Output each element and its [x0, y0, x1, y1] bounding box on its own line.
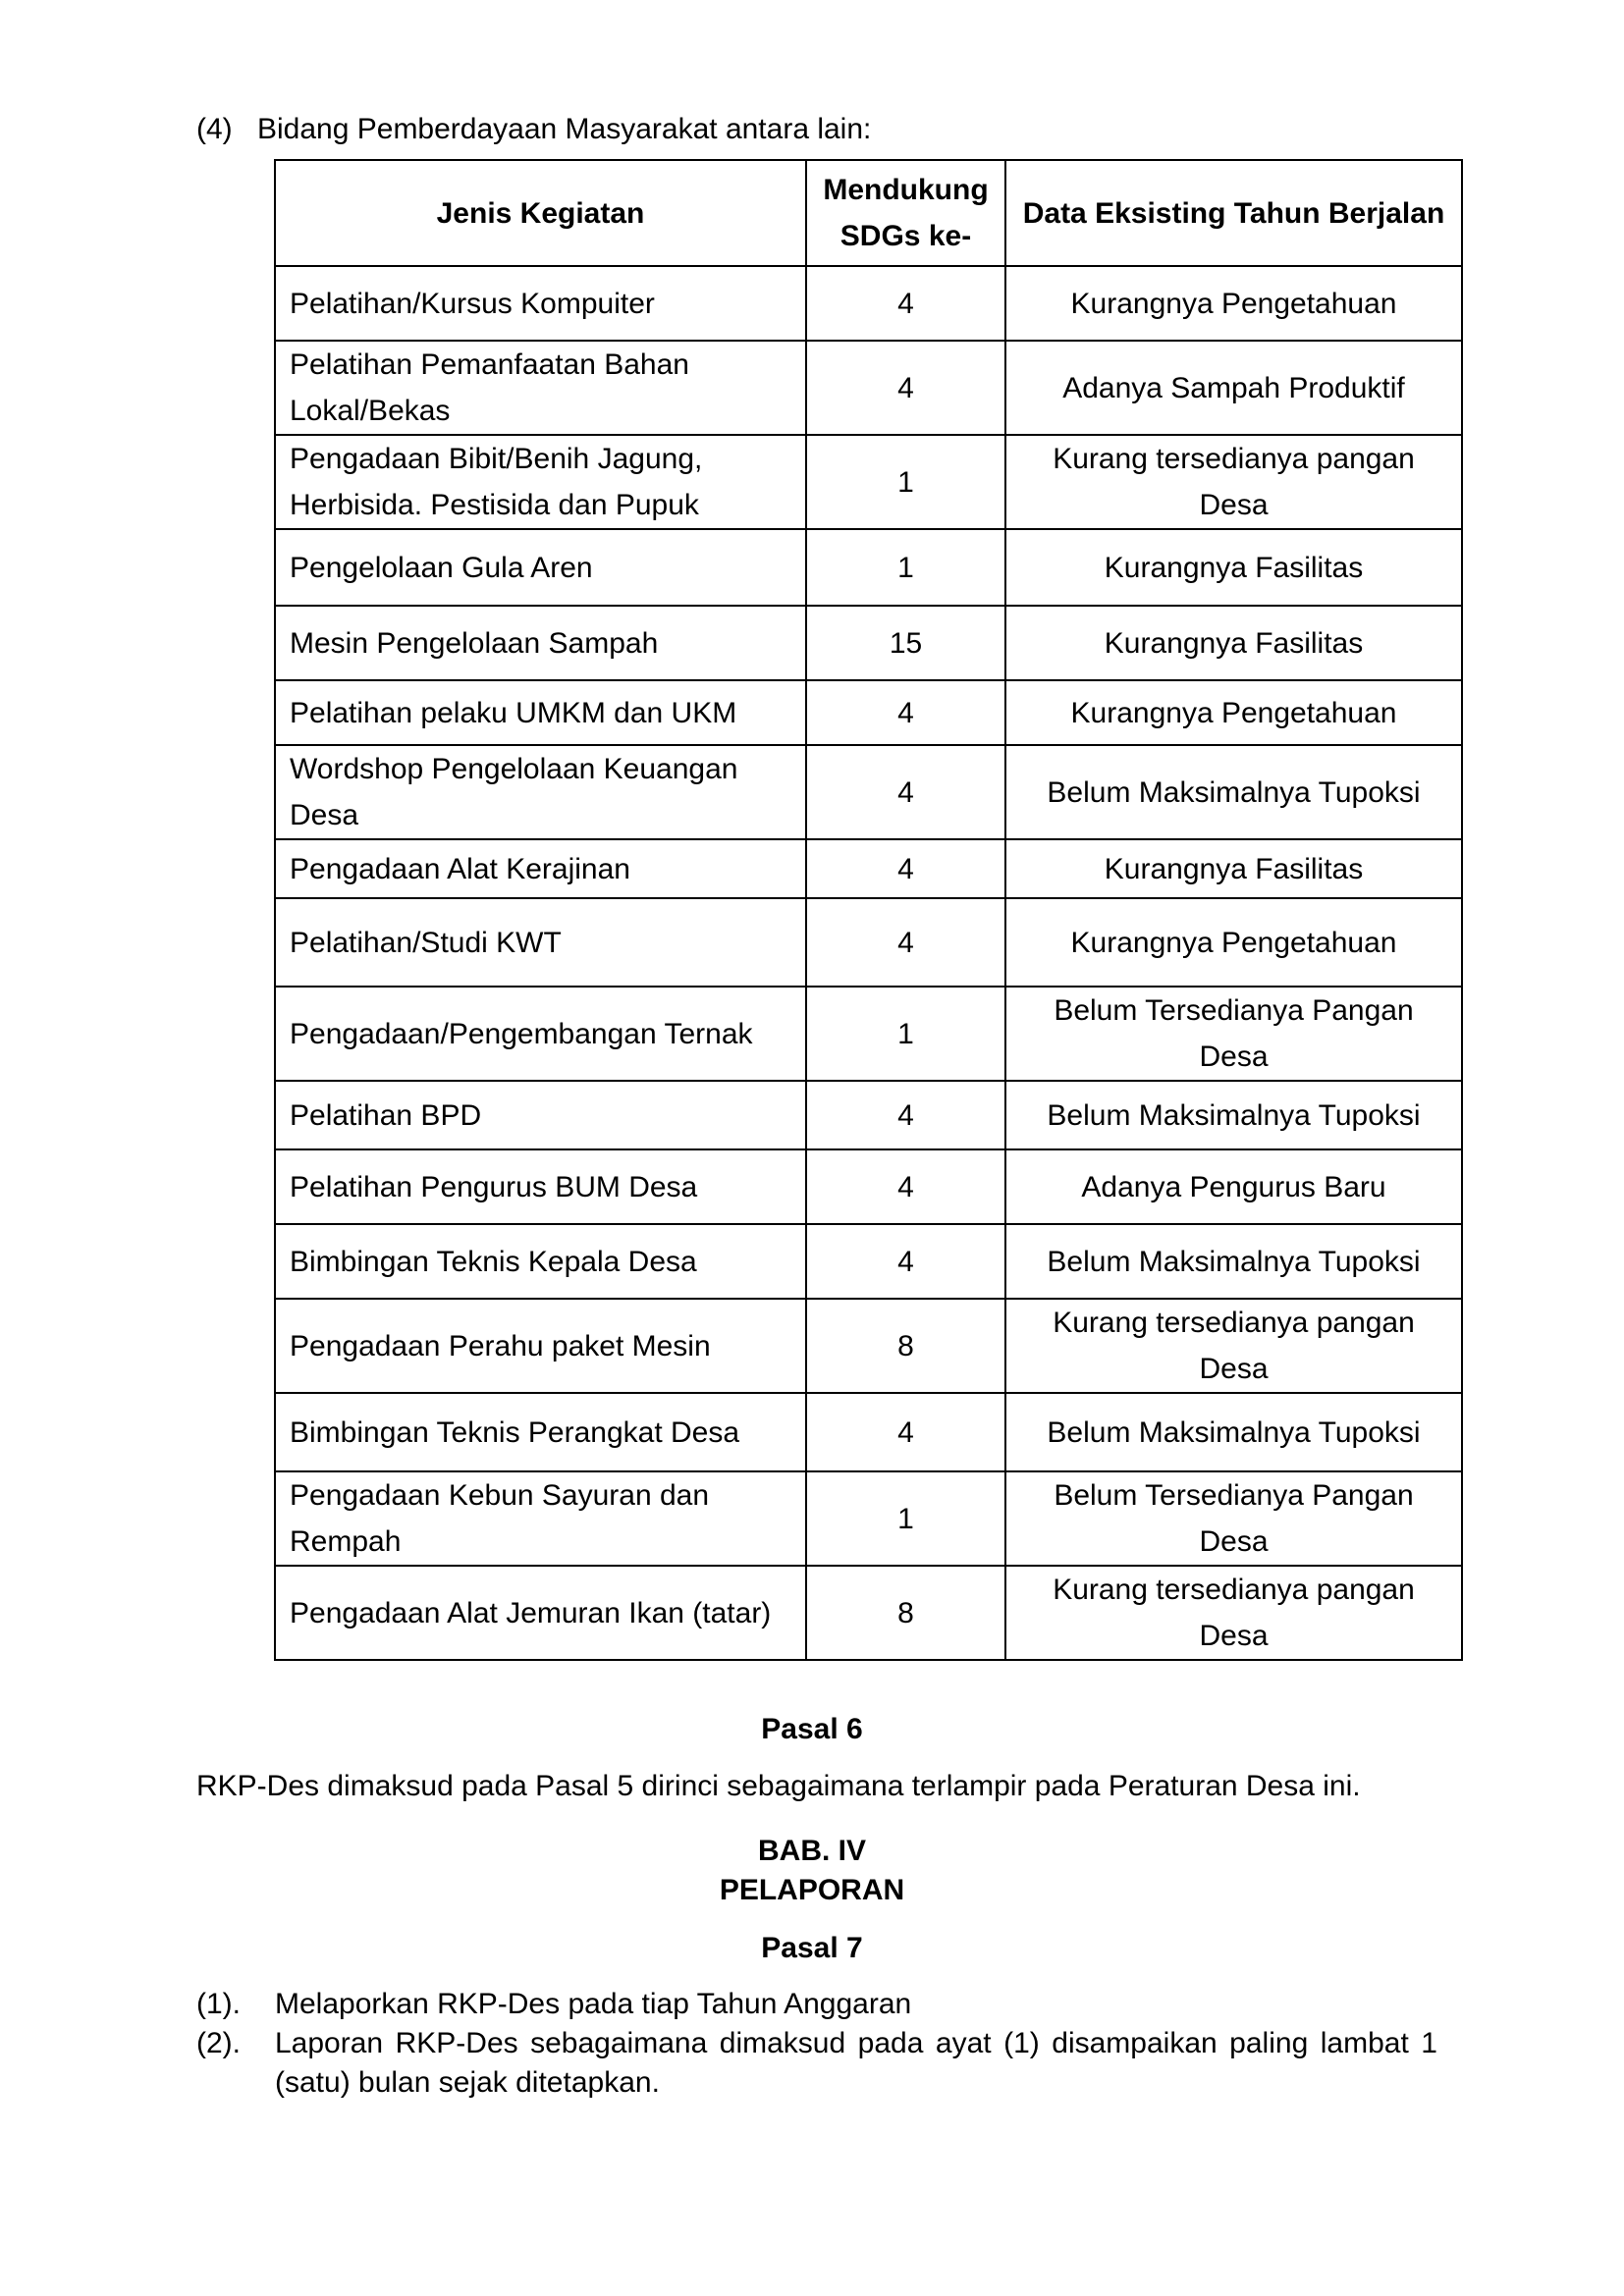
cell-sdgs: 8 — [806, 1566, 1005, 1660]
table-row — [275, 1224, 1462, 1299]
cell-activity: Pengelolaan Gula Aren — [275, 529, 806, 606]
pasal7-item-2 — [196, 2024, 1437, 2103]
bab-subtitle: PELAPORAN — [719, 1874, 905, 1906]
cell-activity: Pelatihan BPD — [275, 1081, 806, 1149]
cell-sdgs: 4 — [806, 1081, 1005, 1149]
table-row — [275, 898, 1462, 987]
cell-existing: Belum Maksimalnya Tupoksi — [1005, 1081, 1462, 1149]
cell-existing: Belum Maksimalnya Tupoksi — [1005, 1393, 1462, 1471]
cell-activity: Pelatihan/Kursus Kompuiter — [275, 266, 806, 341]
table-row — [275, 1299, 1462, 1393]
cell-existing: Kurangnya Fasilitas — [1005, 529, 1462, 606]
cell-existing: Belum Tersedianya Pangan Desa — [1005, 987, 1462, 1081]
table-row — [275, 529, 1462, 606]
cell-existing: Kurangnya Fasilitas — [1005, 606, 1462, 680]
cell-existing: Kurangnya Pengetahuan — [1005, 898, 1462, 987]
pasal6-text: RKP-Des dimaksud pada Pasal 5 dirinci sebagaimana terlampir pada Peraturan Desa ini. — [196, 1770, 1361, 1802]
cell-existing: Kurang tersedianya pangan Desa — [1005, 1299, 1462, 1393]
cell-activity: Pengadaan Bibit/Benih Jagung, Herbisida. Pestisida dan Pupuk — [275, 435, 806, 529]
cell-activity: Wordshop Pengelolaan Keuangan Desa — [275, 745, 806, 839]
cell-activity: Pelatihan Pengurus BUM Desa — [275, 1149, 806, 1224]
table-row — [275, 987, 1462, 1081]
section-title: Bidang Pemberdayaan Masyarakat antara lain: — [257, 113, 872, 145]
cell-activity: Pengadaan Alat Kerajinan — [275, 839, 806, 898]
cell-existing: Kurang tersedianya pangan Desa — [1005, 1566, 1462, 1660]
cell-sdgs: 4 — [806, 745, 1005, 839]
activities-table — [274, 159, 1463, 1661]
cell-activity: Bimbingan Teknis Kepala Desa — [275, 1224, 806, 1299]
header-sdgs-line2: SDGs ke- — [839, 220, 972, 252]
header-sdgs-line1: Mendukung — [823, 174, 989, 206]
cell-existing: Adanya Pengurus Baru — [1005, 1149, 1462, 1224]
bab-title: BAB. IV — [757, 1835, 866, 1867]
cell-existing: Belum Maksimalnya Tupoksi — [1005, 745, 1462, 839]
cell-existing: Belum Maksimalnya Tupoksi — [1005, 1224, 1462, 1299]
header-activity: Jenis Kegiatan — [275, 160, 806, 266]
table-header-row — [275, 160, 1462, 266]
table-row — [275, 1566, 1462, 1660]
list-text: Melaporkan RKP-Des pada tiap Tahun Anggaran — [275, 1988, 912, 2020]
cell-activity: Pelatihan pelaku UMKM dan UKM — [275, 680, 806, 745]
cell-sdgs: 4 — [806, 839, 1005, 898]
list-marker: (2). — [196, 2027, 241, 2059]
cell-existing: Kurangnya Fasilitas — [1005, 839, 1462, 898]
pasal7-item-1 — [196, 1985, 1437, 2024]
cell-sdgs: 8 — [806, 1299, 1005, 1393]
cell-sdgs: 1 — [806, 529, 1005, 606]
cell-sdgs: 4 — [806, 680, 1005, 745]
cell-sdgs: 1 — [806, 1471, 1005, 1566]
cell-sdgs: 4 — [806, 1224, 1005, 1299]
table-row — [275, 1471, 1462, 1566]
table-row — [275, 1393, 1462, 1471]
pasal6-title: Pasal 6 — [761, 1713, 863, 1745]
cell-activity: Pelatihan/Studi KWT — [275, 898, 806, 987]
cell-existing: Belum Tersedianya Pangan Desa — [1005, 1471, 1462, 1566]
table-row — [275, 606, 1462, 680]
cell-activity: Pengadaan Kebun Sayuran dan Rempah — [275, 1471, 806, 1566]
cell-activity: Bimbingan Teknis Perangkat Desa — [275, 1393, 806, 1471]
cell-activity: Pengadaan Perahu paket Mesin — [275, 1299, 806, 1393]
cell-sdgs: 4 — [806, 1149, 1005, 1224]
table-row — [275, 745, 1462, 839]
cell-sdgs: 4 — [806, 898, 1005, 987]
header-existing: Data Eksisting Tahun Berjalan — [1005, 160, 1462, 266]
pasal7-title: Pasal 7 — [761, 1932, 863, 1964]
cell-sdgs: 1 — [806, 987, 1005, 1081]
section-heading — [196, 110, 871, 149]
list-text: Laporan RKP-Des sebagaimana dimaksud pada ayat (1) disampaikan paling lambat 1 (satu) bulan sejak ditetapkan. — [275, 2027, 1437, 2099]
cell-existing: Kurangnya Pengetahuan — [1005, 680, 1462, 745]
cell-existing: Kurangnya Pengetahuan — [1005, 266, 1462, 341]
cell-sdgs: 4 — [806, 341, 1005, 435]
cell-activity: Mesin Pengelolaan Sampah — [275, 606, 806, 680]
cell-sdgs: 4 — [806, 266, 1005, 341]
cell-sdgs: 4 — [806, 1393, 1005, 1471]
table-row — [275, 435, 1462, 529]
table-row — [275, 341, 1462, 435]
cell-existing: Adanya Sampah Produktif — [1005, 341, 1462, 435]
table-row — [275, 1149, 1462, 1224]
section-number: (4) — [196, 113, 233, 145]
table-row — [275, 839, 1462, 898]
cell-existing: Kurang tersedianya pangan Desa — [1005, 435, 1462, 529]
list-marker: (1). — [196, 1988, 241, 2020]
cell-sdgs: 1 — [806, 435, 1005, 529]
cell-sdgs: 15 — [806, 606, 1005, 680]
cell-activity: Pelatihan Pemanfaatan Bahan Lokal/Bekas — [275, 341, 806, 435]
table-row — [275, 1081, 1462, 1149]
cell-activity: Pengadaan Alat Jemuran Ikan (tatar) — [275, 1566, 806, 1660]
table-body — [275, 266, 1462, 1660]
cell-activity: Pengadaan/Pengembangan Ternak — [275, 987, 806, 1081]
header-sdgs — [806, 160, 1005, 266]
table-row — [275, 680, 1462, 745]
table-row — [275, 266, 1462, 341]
